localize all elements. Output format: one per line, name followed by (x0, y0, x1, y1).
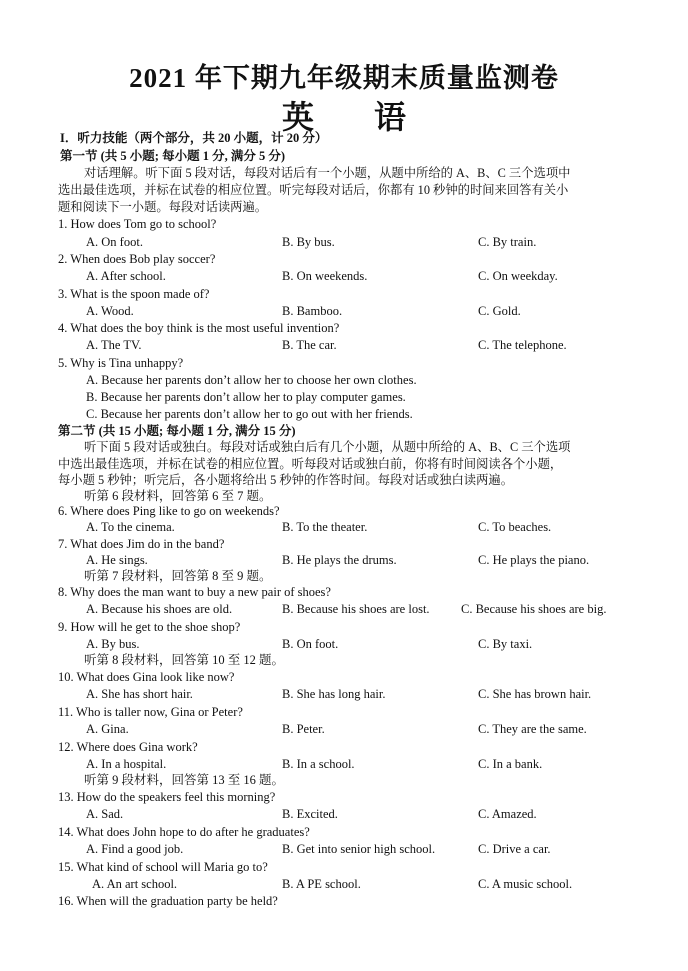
option-a: A. An art school. (92, 877, 178, 891)
part1-heading-line (0, 130, 688, 147)
question-stem: 3. What is the spoon made of? (58, 287, 210, 301)
question-stem: 14. What does John hope to do after he graduates? (58, 825, 310, 839)
question-options (0, 268, 688, 285)
option-a: A. Wood. (86, 304, 134, 318)
option-a: A. By bus. (86, 637, 140, 651)
question-options (0, 234, 688, 251)
option-a: A. On foot. (86, 235, 143, 249)
question-options (0, 841, 688, 858)
option-c: C. In a bank. (478, 757, 543, 771)
directions-line: 题和阅读下一小题。每段对话读两遍。 (58, 200, 268, 214)
question-options (0, 519, 688, 536)
option-b: B. To the theater. (282, 520, 368, 534)
question-options (0, 303, 688, 320)
question-stem: 8. Why does the man want to buy a new pair of shoes? (58, 585, 331, 599)
option-c: C. On weekday. (478, 269, 558, 283)
option-b: B. A PE school. (282, 877, 361, 891)
question-options (0, 552, 688, 569)
option-b: B. Peter. (282, 722, 325, 736)
section2-heading-line (0, 423, 688, 440)
option-c: C. By taxi. (478, 637, 533, 651)
option-a: A. Sad. (86, 807, 124, 821)
section1-heading: 第一节 (共 5 小题; 每小题 1 分, 满分 5 分) (60, 149, 285, 163)
question-stem: 1. How does Tom go to school? (58, 217, 217, 231)
option-b: B. The car. (282, 338, 337, 352)
directions-line: 对话理解。听下面 5 段对话，每段对话后有一个小题，从题中所给的 A、B、C 三个选项中 (84, 166, 571, 180)
option-a: A. After school. (86, 269, 166, 283)
material-note: 听第 6 段材料，回答第 6 至 7 题。 (84, 489, 272, 503)
option-c: C. Because her parents don’t allow her to go out with her friends. (86, 407, 413, 421)
question-stem: 6. Where does Ping like to go on weekends? (58, 504, 280, 518)
question-option-row (0, 372, 688, 389)
option-b: B. Because his shoes are lost. (282, 602, 430, 616)
directions-line: 每小题 5 秒钟；听完后，各小题将给出 5 秒钟的作答时间。每段对话或独白读两遍。 (58, 473, 513, 487)
option-b: B. In a school. (282, 757, 355, 771)
option-a: A. He sings. (86, 553, 148, 567)
option-c: C. She has brown hair. (478, 687, 592, 701)
option-c: C. They are the same. (478, 722, 587, 736)
section1-heading-line (0, 148, 688, 165)
option-a: A. To the cinema. (86, 520, 175, 534)
part1-heading: I．听力技能（两个部分，共 20 小题，计 20 分） (60, 131, 328, 145)
directions-line: 听下面 5 段对话或独白。每段对话或独白后有几个小题，从题中所给的 A、B、C 三个选项 (84, 440, 571, 454)
option-b: B. Because her parents don’t allow her to play computer games. (86, 390, 406, 404)
option-a: A. Gina. (86, 722, 129, 736)
option-a: A. Because her parents don’t allow her to choose her own clothes. (86, 373, 417, 387)
question-stem: 4. What does the boy think is the most useful invention? (58, 321, 340, 335)
option-b: B. On weekends. (282, 269, 368, 283)
option-c: C. By train. (478, 235, 537, 249)
exam-title: 2021 年下期九年级期末质量监测卷 (129, 63, 559, 93)
material-note: 听第 7 段材料，回答第 8 至 9 题。 (84, 569, 272, 583)
directions-line: 中选出最佳选项，并标在试卷的相应位置。听每段对话或独白前，你将有时间阅读各个小题， (58, 457, 563, 471)
question-options (0, 756, 688, 773)
option-a: A. Because his shoes are old. (86, 602, 233, 616)
material-note: 听第 9 段材料，回答第 13 至 16 题。 (84, 773, 285, 787)
option-a: A. She has short hair. (86, 687, 193, 701)
question-stem: 11. Who is taller now, Gina or Peter? (58, 705, 243, 719)
directions-line: 选出最佳选项，并标在试卷的相应位置。听完每段对话后，你都有 10 秒钟的时间来回答有关小 (58, 183, 569, 197)
question-stem: 13. How do the speakers feel this morning? (58, 790, 276, 804)
option-b: B. Excited. (282, 807, 338, 821)
question-options (0, 686, 688, 703)
option-a: A. Find a good job. (86, 842, 184, 856)
material-note: 听第 8 段材料，回答第 10 至 12 题。 (84, 653, 285, 667)
question-options (0, 601, 688, 618)
option-b: B. On foot. (282, 637, 339, 651)
question-option-row (0, 406, 688, 423)
question-option-row (0, 389, 688, 406)
question-stem: 5. Why is Tina unhappy? (58, 356, 184, 370)
option-c: C. He plays the piano. (478, 553, 590, 567)
question-options (0, 876, 688, 893)
question-stem: 2. When does Bob play soccer? (58, 252, 216, 266)
option-c: C. The telephone. (478, 338, 567, 352)
option-c: C. To beaches. (478, 520, 552, 534)
question-options (0, 721, 688, 738)
question-stem: 16. When will the graduation party be held? (58, 894, 278, 908)
question-stem: 9. How will he get to the shoe shop? (58, 620, 241, 634)
option-a: A. The TV. (86, 338, 142, 352)
question-stem: 10. What does Gina look like now? (58, 670, 235, 684)
question-stem: 7. What does Jim do in the band? (58, 537, 225, 551)
option-b: B. She has long hair. (282, 687, 386, 701)
option-b: B. Bamboo. (282, 304, 343, 318)
option-b: B. By bus. (282, 235, 335, 249)
option-a: A. In a hospital. (86, 757, 167, 771)
option-b: B. Get into senior high school. (282, 842, 436, 856)
option-c: C. Because his shoes are big. (461, 602, 607, 616)
question-options (0, 337, 688, 354)
option-c: C. Gold. (478, 304, 521, 318)
question-stem: 12. Where does Gina work? (58, 740, 198, 754)
option-c: C. Drive a car. (478, 842, 551, 856)
option-b: B. He plays the drums. (282, 553, 397, 567)
question-stem: 15. What kind of school will Maria go to? (58, 860, 268, 874)
option-c: C. A music school. (478, 877, 573, 891)
question-options (0, 636, 688, 653)
option-c: C. Amazed. (478, 807, 537, 821)
question-options (0, 806, 688, 823)
subject-title: 英 语 (281, 99, 432, 135)
section2-heading: 第二节 (共 15 小题; 每小题 1 分, 满分 15 分) (58, 424, 296, 438)
